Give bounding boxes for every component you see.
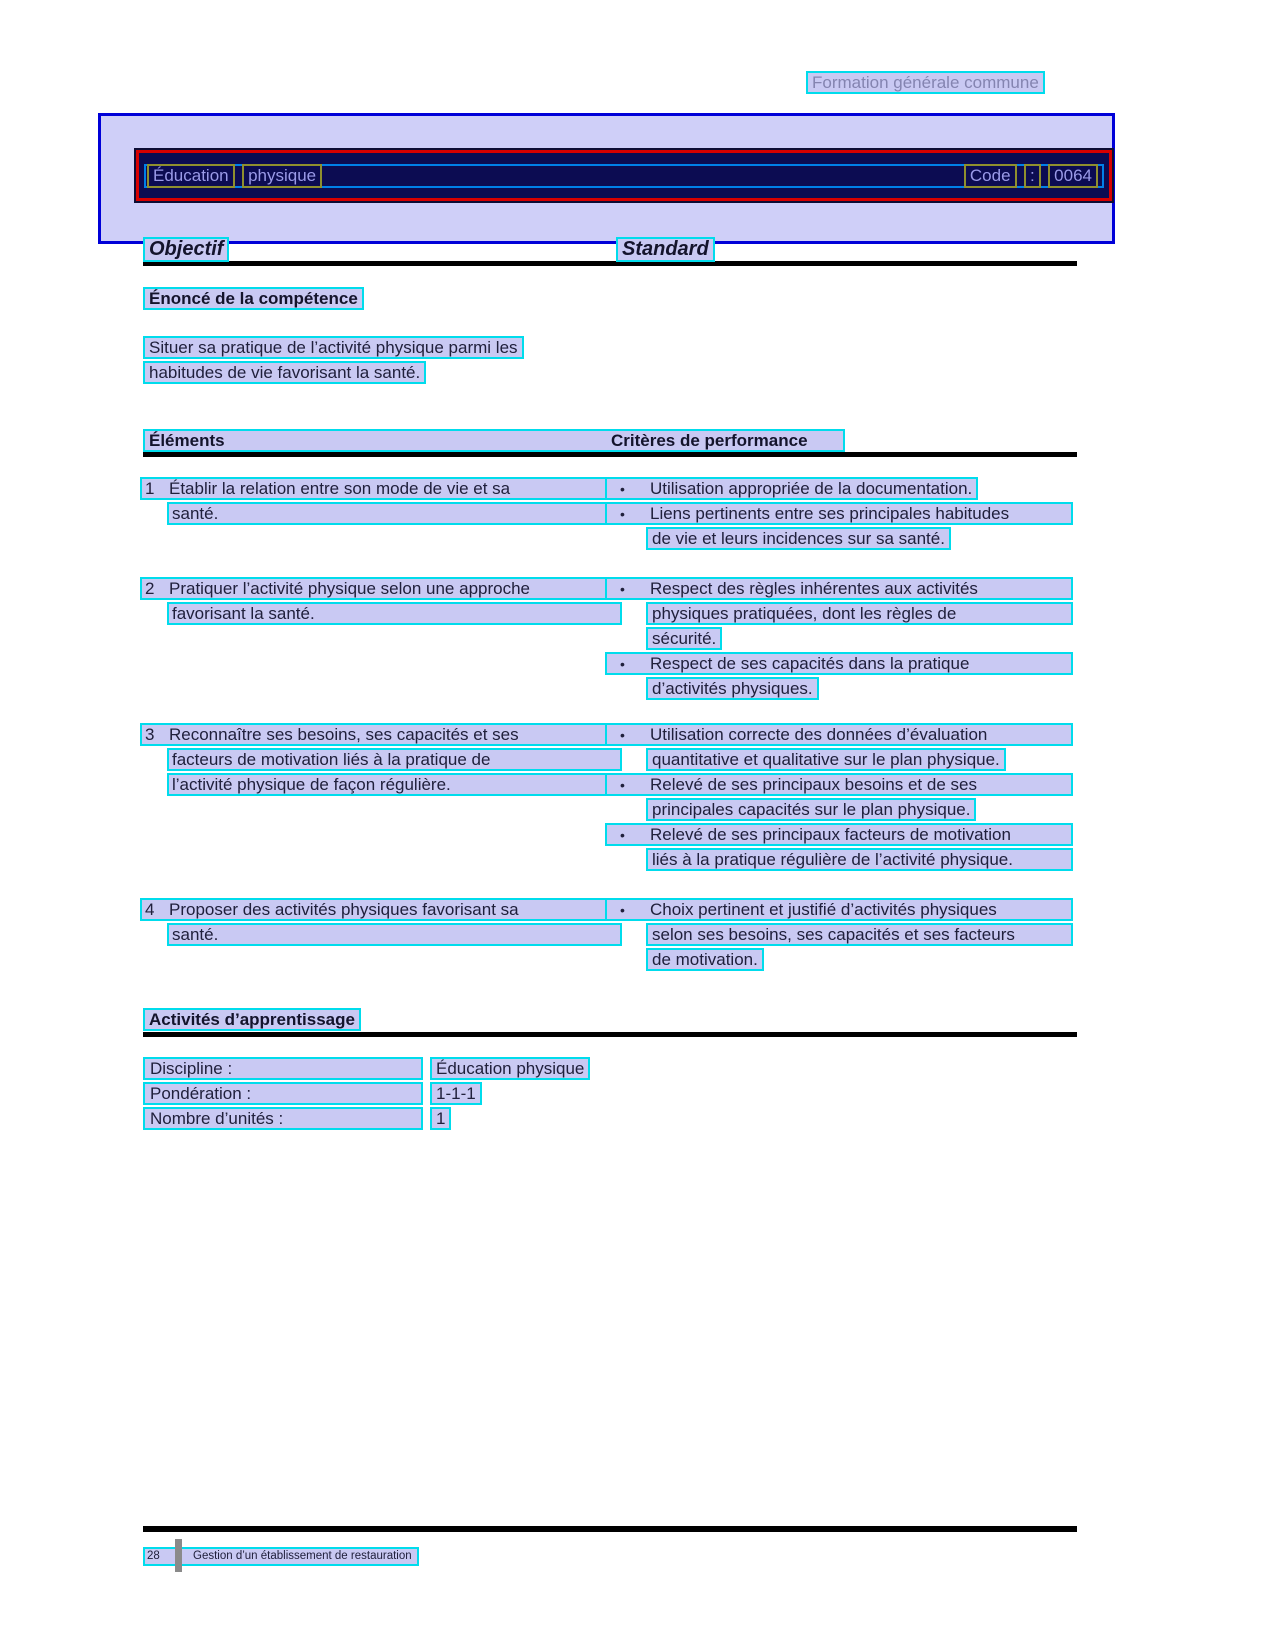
criteria-line xyxy=(605,723,1073,746)
criteria-line xyxy=(605,477,978,500)
criteria-line xyxy=(605,898,1073,921)
criteria-line xyxy=(605,773,1073,796)
page-header-label: Formation générale commune xyxy=(806,71,1045,94)
element-text: Proposer des activités physiques favorisant sa xyxy=(169,900,519,919)
element-line: favorisant la santé. xyxy=(167,602,622,625)
bullet-icon: • xyxy=(620,777,625,793)
criteria-line xyxy=(605,823,1073,846)
criteria-text: Choix pertinent et justifié d’activités physiques xyxy=(650,900,997,919)
course-code-value: 0064 xyxy=(1048,164,1098,188)
element-text: Pratiquer l’activité physique selon une approche xyxy=(169,579,531,598)
ponderation-label: Pondération : xyxy=(143,1082,423,1105)
divider-rule xyxy=(143,261,1077,266)
discipline-label: Discipline : xyxy=(143,1057,423,1080)
divider-rule xyxy=(143,452,1077,457)
criteria-text: Relevé de ses principaux facteurs de motivation xyxy=(650,825,1011,844)
unites-value: 1 xyxy=(430,1107,451,1130)
activites-heading: Activités d’apprentissage xyxy=(143,1008,361,1031)
criteria-header: Critères de performance xyxy=(611,431,808,450)
course-code-label: Code xyxy=(964,164,1017,188)
ponderation-value: 1-1-1 xyxy=(430,1082,482,1105)
course-code-separator: : xyxy=(1024,164,1041,188)
footer-doc-title: Gestion d’un établissement de restauration xyxy=(193,1550,412,1562)
bullet-icon: • xyxy=(620,656,625,672)
criteria-line: d’activités physiques. xyxy=(646,677,819,700)
element-line: facteurs de motivation liés à la pratique de xyxy=(167,748,622,771)
criteria-line: physiques pratiquées, dont les règles de xyxy=(646,602,1073,625)
bullet-icon: • xyxy=(620,506,625,522)
criteria-text: Respect des règles inhérentes aux activités xyxy=(650,579,978,598)
competence-line: Situer sa pratique de l’activité physique parmi les xyxy=(143,336,524,359)
course-title-bar xyxy=(136,150,1112,201)
element-number: 4 xyxy=(145,900,155,919)
course-title-word: Éducation xyxy=(147,164,235,188)
criteria-line: principales capacités sur le plan physique. xyxy=(646,798,976,821)
element-number: 3 xyxy=(145,725,155,744)
criteria-line xyxy=(605,502,1073,525)
footer-divider-bar xyxy=(175,1539,182,1572)
bullet-icon: • xyxy=(620,581,625,597)
criteria-text: Respect de ses capacités dans la pratique xyxy=(650,654,970,673)
criteria-line xyxy=(605,652,1073,675)
course-title xyxy=(147,164,325,188)
discipline-value: Éducation physique xyxy=(430,1057,590,1080)
unites-label: Nombre d’unités : xyxy=(143,1107,423,1130)
enonce-heading: Énoncé de la compétence xyxy=(143,287,364,310)
element-number: 2 xyxy=(145,579,155,598)
criteria-line: liés à la pratique régulière de l’activité physique. xyxy=(646,848,1073,871)
element-text: Reconnaître ses besoins, ses capacités et ses xyxy=(169,725,519,744)
course-title-word: physique xyxy=(242,164,322,188)
element-line xyxy=(140,723,622,746)
element-line: santé. xyxy=(167,923,622,946)
standard-heading: Standard xyxy=(616,237,715,262)
criteria-line: quantitative et qualitative sur le plan physique. xyxy=(646,748,1006,771)
course-code xyxy=(964,164,1101,188)
elements-header-bar xyxy=(143,429,845,452)
criteria-line: de motivation. xyxy=(646,948,764,971)
bullet-icon: • xyxy=(620,827,625,843)
criteria-line: de vie et leurs incidences sur sa santé. xyxy=(646,527,951,550)
bullet-icon: • xyxy=(620,727,625,743)
element-line: l’activité physique de façon régulière. xyxy=(167,773,622,796)
divider-rule xyxy=(143,1032,1077,1037)
element-line: santé. xyxy=(167,502,622,525)
element-number: 1 xyxy=(145,479,155,498)
element-line xyxy=(140,898,622,921)
elements-header: Éléments xyxy=(149,431,225,450)
criteria-text: Relevé de ses principaux besoins et de ses xyxy=(650,775,977,794)
criteria-line: sécurité. xyxy=(646,627,722,650)
element-text: Établir la relation entre son mode de vie et sa xyxy=(169,479,511,498)
footer-rule xyxy=(143,1526,1077,1532)
element-line xyxy=(140,477,622,500)
criteria-text: Utilisation appropriée de la documentation. xyxy=(650,479,973,498)
competence-line: habitudes de vie favorisant la santé. xyxy=(143,361,426,384)
criteria-text: Utilisation correcte des données d’évaluation xyxy=(650,725,988,744)
page-number: 28 xyxy=(147,1550,160,1562)
objectif-heading: Objectif xyxy=(143,237,229,262)
criteria-line: selon ses besoins, ses capacités et ses facteurs xyxy=(646,923,1073,946)
element-line xyxy=(140,577,622,600)
footer xyxy=(143,1547,419,1566)
criteria-line xyxy=(605,577,1073,600)
bullet-icon: • xyxy=(620,902,625,918)
bullet-icon: • xyxy=(620,481,625,497)
criteria-text: Liens pertinents entre ses principales habitudes xyxy=(650,504,1010,523)
